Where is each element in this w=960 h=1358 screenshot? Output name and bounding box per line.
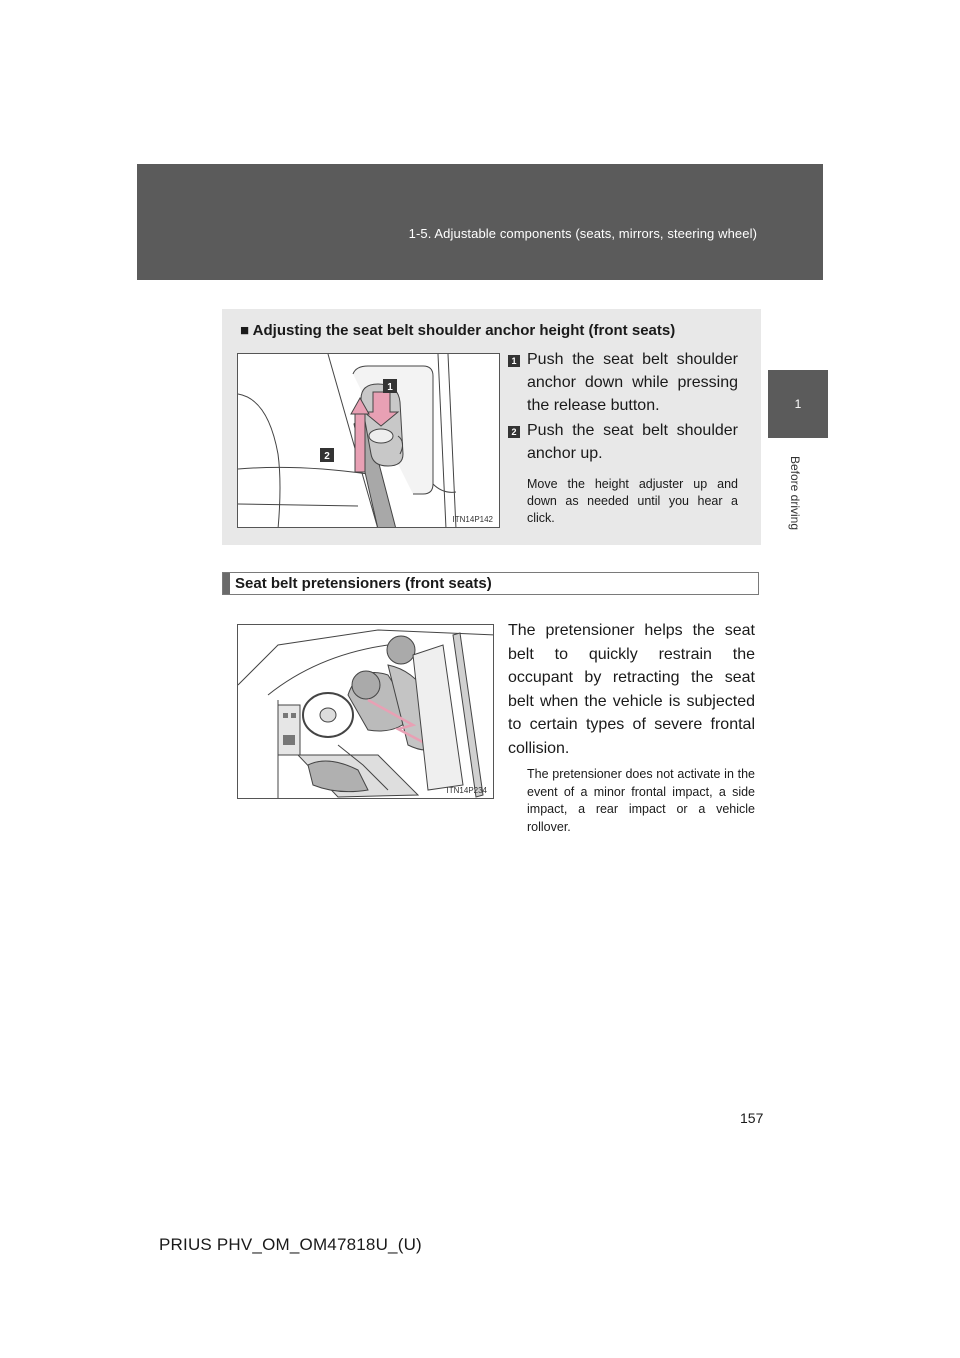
anchor-illustration: [238, 354, 500, 528]
step-1-text: Push the seat belt shoulder anchor down while pressing the release button.: [527, 351, 738, 414]
step-marker-1: 1: [508, 355, 520, 367]
pretensioner-heading-text: Seat belt pretensioners (front seats): [235, 575, 492, 592]
figure-code: ITN14P142: [452, 515, 493, 524]
pretensioner-illustration: [238, 625, 494, 799]
page-number: 157: [740, 1110, 764, 1126]
svg-text:2: 2: [324, 451, 330, 462]
pretensioner-note: The pretensioner does not activate in the event of a minor frontal impact, a side impact, a rear impact or a vehicle rollover.: [527, 767, 755, 834]
anchor-note: Move the height adjuster up and down as needed until you hear a click.: [527, 477, 738, 525]
step-2-text: Push the seat belt shoulder anchor up.: [527, 422, 738, 462]
chapter-label: Before driving: [788, 455, 803, 531]
header-band: [137, 164, 823, 280]
figure-code: ITN14P234: [446, 786, 487, 795]
step-marker-2: 2: [508, 426, 520, 438]
svg-text:1: 1: [387, 382, 393, 393]
section-title: 1-5. Adjustable components (seats, mirrors, steering wheel): [408, 226, 757, 241]
heading-bar: [223, 573, 230, 594]
anchor-adjust-box: [222, 309, 761, 545]
chapter-tab[interactable]: [768, 370, 828, 438]
pretensioner-heading: [222, 572, 759, 595]
document-code: PRIUS PHV_OM_OM47818U_(U): [159, 1235, 422, 1254]
pretensioner-body: The pretensioner helps the seat belt to quickly restrain the occupant by retracting the seat belt when the vehicle is subjected to certain types of severe frontal collision.: [508, 622, 755, 757]
anchor-figure: [237, 353, 500, 528]
anchor-adjust-heading: ■ Adjusting the seat belt shoulder anchor height (front seats): [240, 322, 676, 339]
chapter-number: 1: [794, 397, 802, 411]
pretensioner-figure: [237, 624, 494, 799]
